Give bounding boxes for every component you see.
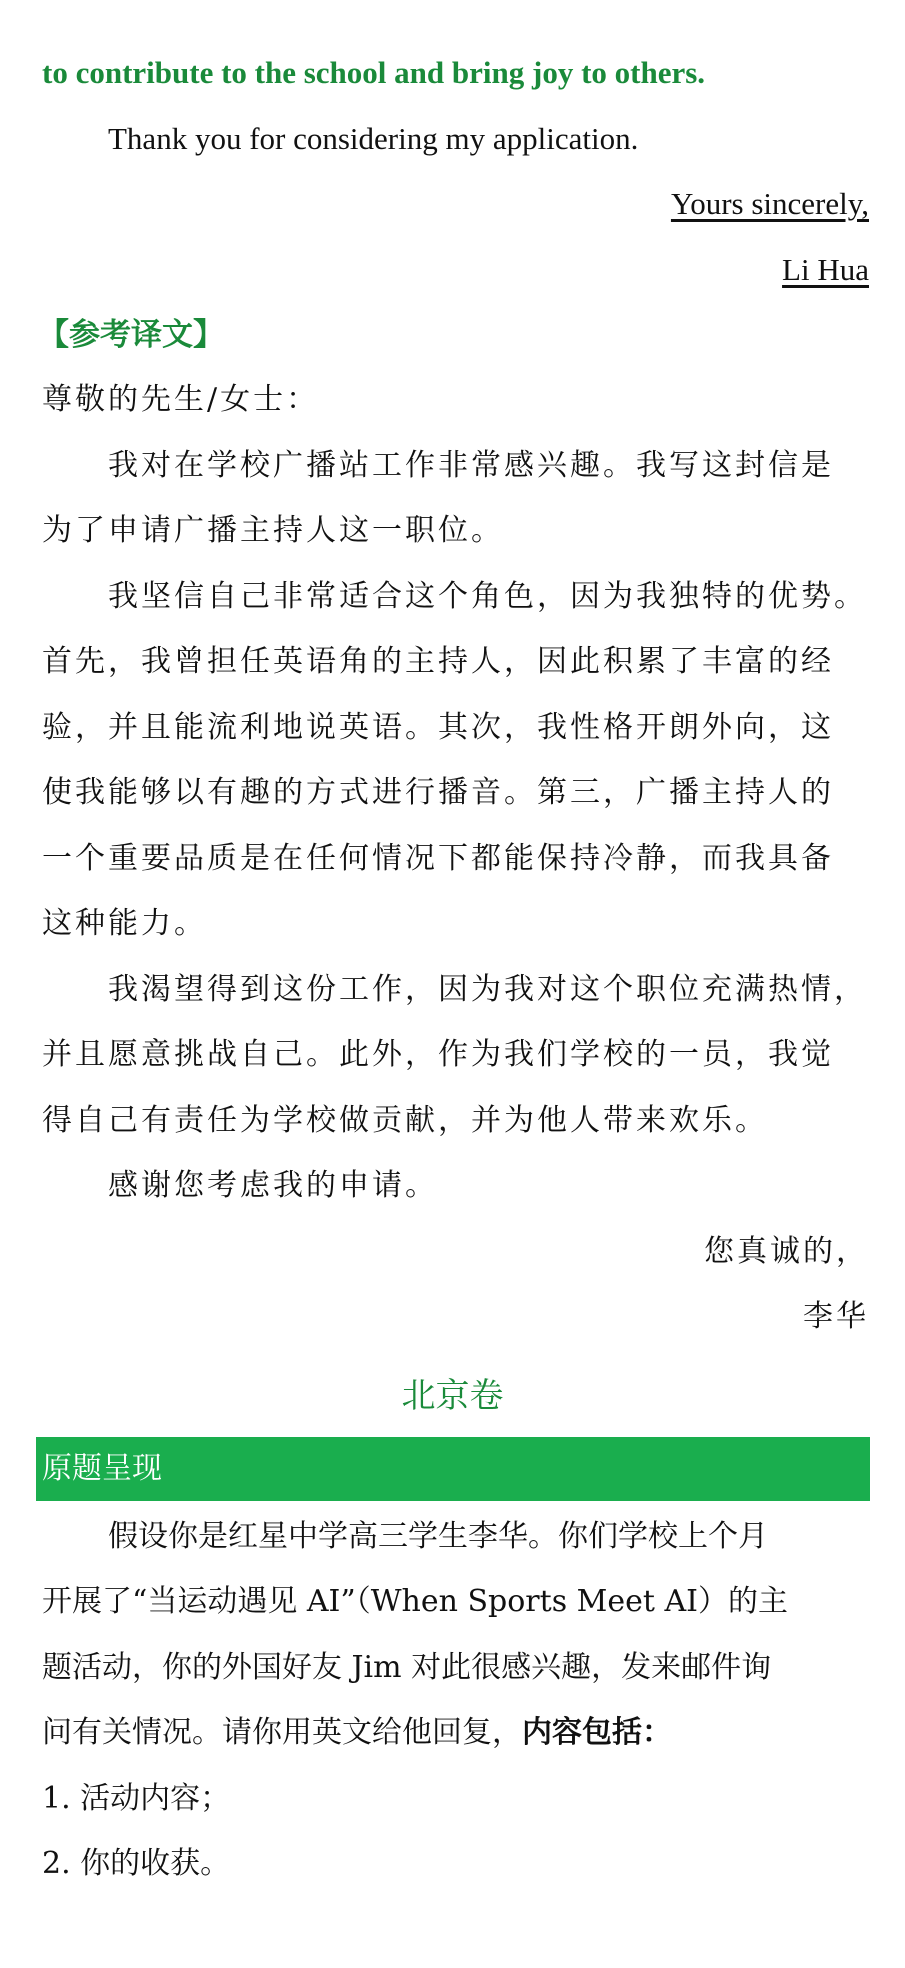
prompt-line-last <box>42 1713 869 1753</box>
translation-line: 使我能够以有趣的方式进行播音。第三，广播主持人的 <box>42 775 834 810</box>
banner-label: 原题呈现 <box>42 1451 162 1486</box>
translation-line: 验，并且能流利地说英语。其次，我性格开朗外向，这 <box>42 710 834 745</box>
translation-line: 并且愿意挑战自己。此外，作为我们学校的一员，我觉 <box>42 1037 834 1072</box>
translation-line: 感谢您考虑我的申请。 <box>108 1168 438 1203</box>
translation-heading: 【参考译文】 <box>38 317 224 353</box>
translation-signature: 李华 <box>803 1299 869 1334</box>
translation-sign-off: 您真诚的， <box>704 1234 869 1269</box>
prompt-content-label: 内容包括： <box>522 1715 672 1750</box>
prompt-line: 假设你是红星中学高三学生李华。你们学校上个月 <box>108 1519 768 1554</box>
section-title: 北京卷 <box>401 1376 504 1416</box>
translation-line: 一个重要品质是在任何情况下都能保持冷静，而我具备 <box>42 841 834 876</box>
translation-line: 首先，我曾担任英语角的主持人，因此积累了丰富的经 <box>42 644 834 679</box>
essay-signature: Li Hua <box>782 252 869 287</box>
essay-thanks-line: Thank you for considering my application. <box>108 121 639 156</box>
translation-line: 得自己有责任为学校做贡献，并为他人带来欢乐。 <box>42 1103 768 1138</box>
prompt-item: 1. 活动内容； <box>42 1781 231 1816</box>
translation-line: 我对在学校广播站工作非常感兴趣。我写这封信是 <box>108 448 834 483</box>
original-question-banner <box>36 1437 870 1501</box>
essay-sign-off: Yours sincerely, <box>670 186 869 221</box>
essay-closing-line: to contribute to the school and bring joy to others. <box>42 55 706 90</box>
translation-greeting: 尊敬的先生/女士： <box>42 382 320 417</box>
translation-line: 我渴望得到这份工作，因为我对这个职位充满热情， <box>108 972 867 1007</box>
prompt-item: 2. 你的收获。 <box>42 1846 231 1881</box>
translation-line: 我坚信自己非常适合这个角色，因为我独特的优势。 <box>108 579 867 614</box>
prompt-last-text: 问有关情况。请你用英文给他回复， <box>42 1715 522 1750</box>
translation-line: 为了申请广播主持人这一职位。 <box>42 513 504 548</box>
translation-line: 这种能力。 <box>42 906 207 941</box>
prompt-line: 开展了“当运动遇见 AI”（When Sports Meet AI）的主 <box>42 1584 788 1619</box>
prompt-line: 题活动，你的外国好友 Jim 对此很感兴趣，发来邮件询 <box>42 1650 772 1685</box>
